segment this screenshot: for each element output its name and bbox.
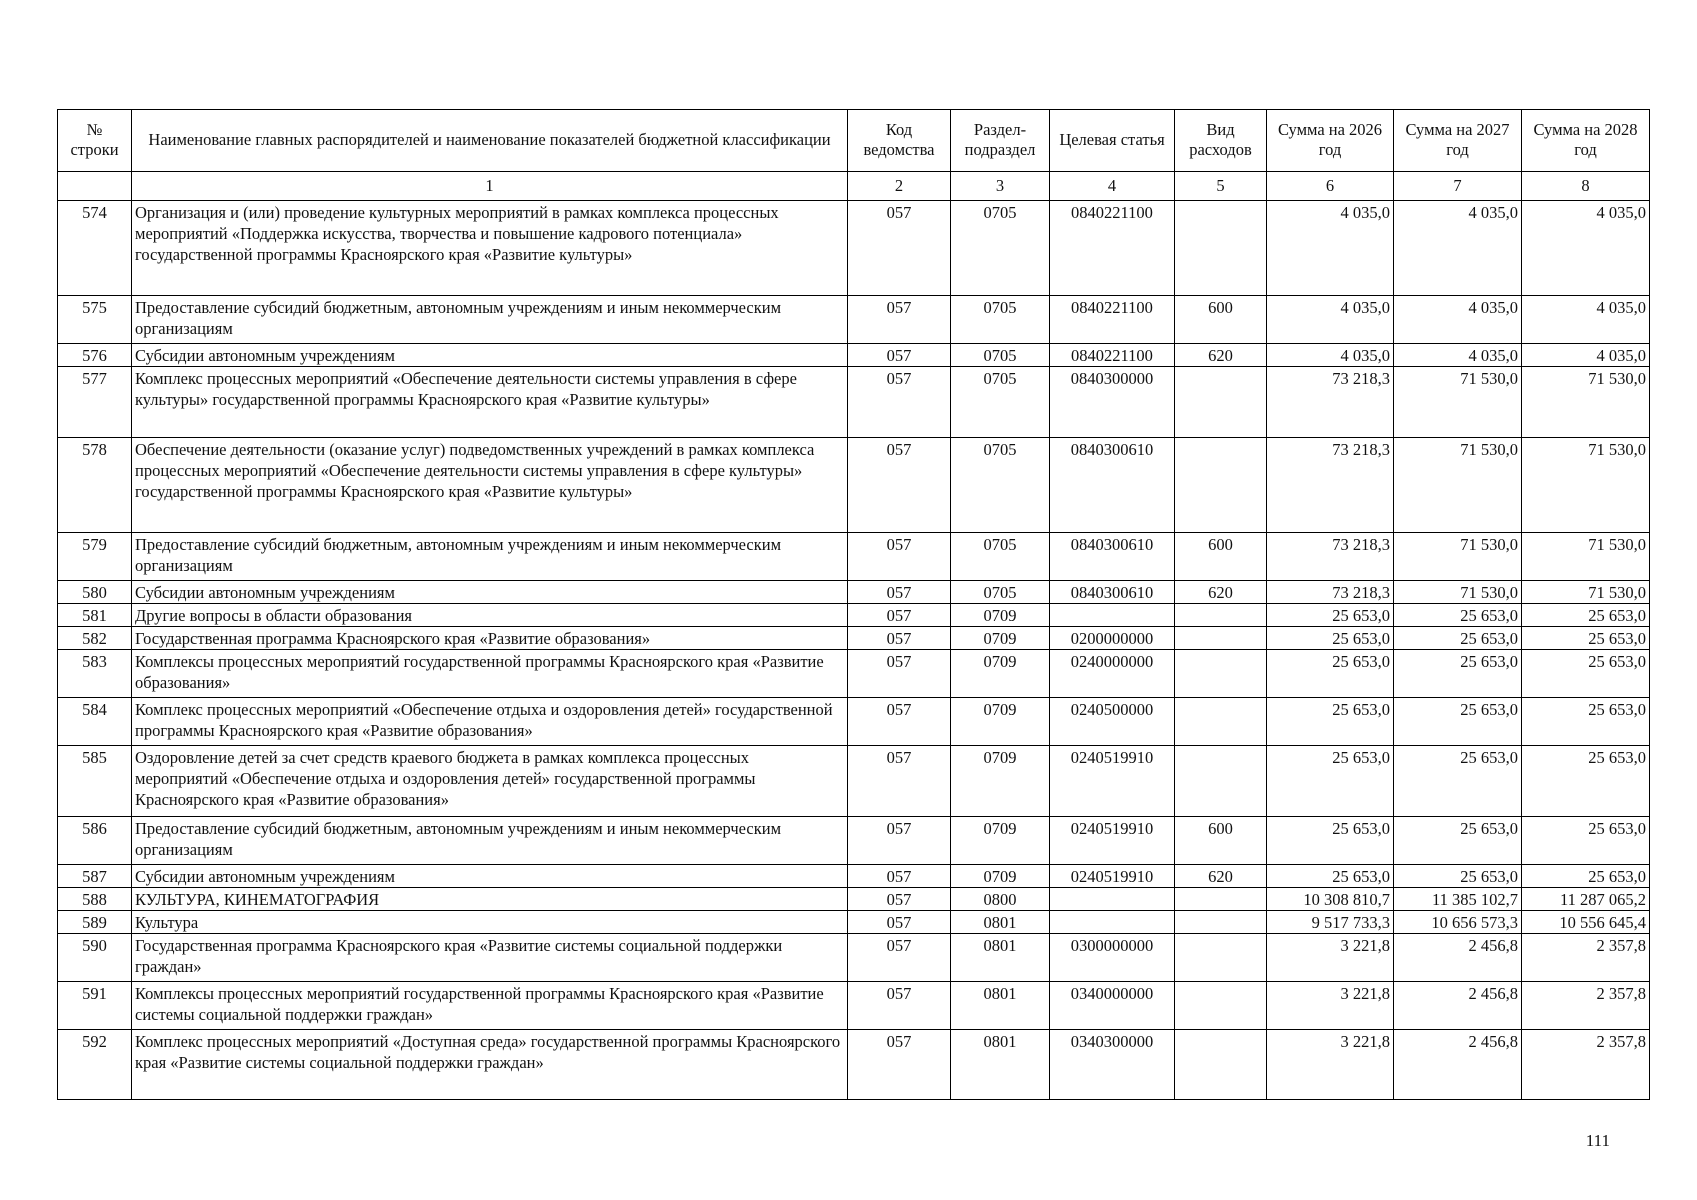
sum-2027-cell: 11 385 102,7 (1394, 888, 1522, 911)
expense-type-cell (1175, 627, 1267, 650)
target-article-cell: 0840221100 (1050, 296, 1175, 344)
sum-2026-cell: 25 653,0 (1267, 604, 1394, 627)
expense-type-cell (1175, 201, 1267, 296)
section-cell: 0709 (951, 817, 1050, 865)
target-article-cell: 0300000000 (1050, 934, 1175, 982)
column-number-cell (58, 172, 132, 201)
section-cell: 0705 (951, 533, 1050, 581)
sum-2027-cell: 2 456,8 (1394, 1030, 1522, 1100)
sum-2027-cell: 71 530,0 (1394, 438, 1522, 533)
sum-2028-cell: 25 653,0 (1522, 650, 1650, 698)
expense-type-cell (1175, 604, 1267, 627)
row-name-cell: Предоставление субсидий бюджетным, автономным учреждениям и иным некоммерческим организациям (132, 817, 848, 865)
table-row (58, 367, 1650, 438)
row-name-cell: Предоставление субсидий бюджетным, автономным учреждениям и иным некоммерческим организациям (132, 296, 848, 344)
row-number-cell: 575 (58, 296, 132, 344)
table-row (58, 911, 1650, 934)
department-code-cell: 057 (848, 817, 951, 865)
department-code-cell: 057 (848, 438, 951, 533)
table-row (58, 438, 1650, 533)
department-code-cell: 057 (848, 367, 951, 438)
department-code-cell: 057 (848, 888, 951, 911)
sum-2026-cell: 3 221,8 (1267, 982, 1394, 1030)
department-code-cell: 057 (848, 650, 951, 698)
row-name-cell: Субсидии автономным учреждениям (132, 344, 848, 367)
sum-2028-cell: 71 530,0 (1522, 533, 1650, 581)
row-number-cell: 583 (58, 650, 132, 698)
sum-2028-cell: 25 653,0 (1522, 604, 1650, 627)
department-code-cell: 057 (848, 934, 951, 982)
row-number-cell: 585 (58, 746, 132, 817)
row-number-cell: 592 (58, 1030, 132, 1100)
sum-2027-cell: 2 456,8 (1394, 934, 1522, 982)
row-number-cell: 582 (58, 627, 132, 650)
sum-2027-cell: 25 653,0 (1394, 746, 1522, 817)
target-article-cell: 0240519910 (1050, 746, 1175, 817)
department-code-cell: 057 (848, 344, 951, 367)
section-cell: 0709 (951, 746, 1050, 817)
expense-type-cell: 620 (1175, 865, 1267, 888)
sum-2026-cell: 25 653,0 (1267, 627, 1394, 650)
column-number-cell: 8 (1522, 172, 1650, 201)
sum-2026-cell: 25 653,0 (1267, 746, 1394, 817)
sum-2028-cell: 2 357,8 (1522, 982, 1650, 1030)
sum-2027-cell: 25 653,0 (1394, 865, 1522, 888)
table-row (58, 888, 1650, 911)
expense-type-cell (1175, 698, 1267, 746)
sum-2026-cell: 4 035,0 (1267, 344, 1394, 367)
department-code-cell: 057 (848, 533, 951, 581)
sum-2026-cell: 25 653,0 (1267, 817, 1394, 865)
section-cell: 0709 (951, 698, 1050, 746)
section-cell: 0709 (951, 627, 1050, 650)
sum-2027-cell: 25 653,0 (1394, 650, 1522, 698)
table-row (58, 201, 1650, 296)
row-name-cell: Комплексы процессных мероприятий государственной программы Красноярского края «Развитие системы социальной поддержки граждан» (132, 982, 848, 1030)
row-number-cell: 590 (58, 934, 132, 982)
header-sum-2028: Сумма на 2028 год (1522, 110, 1650, 172)
target-article-cell: 0200000000 (1050, 627, 1175, 650)
row-name-cell: Субсидии автономным учреждениям (132, 865, 848, 888)
column-number-cell: 2 (848, 172, 951, 201)
expense-type-cell (1175, 650, 1267, 698)
sum-2028-cell: 71 530,0 (1522, 581, 1650, 604)
expense-type-cell (1175, 888, 1267, 911)
row-number-cell: 588 (58, 888, 132, 911)
target-article-cell: 0840300610 (1050, 581, 1175, 604)
header-expense-type: Вид расходов (1175, 110, 1267, 172)
table-row (58, 865, 1650, 888)
target-article-cell: 0340300000 (1050, 1030, 1175, 1100)
sum-2026-cell: 73 218,3 (1267, 367, 1394, 438)
row-name-cell: Оздоровление детей за счет средств краевого бюджета в рамках комплекса процессных мероприятий «Обеспечение отдыха и оздоровления детей» государственной программы Красноярского края «Развитие образования» (132, 746, 848, 817)
header-name: Наименование главных распорядителей и наименование показателей бюджетной классификации (132, 110, 848, 172)
sum-2026-cell: 4 035,0 (1267, 201, 1394, 296)
target-article-cell (1050, 888, 1175, 911)
row-name-cell: Государственная программа Красноярского края «Развитие образования» (132, 627, 848, 650)
expense-type-cell (1175, 982, 1267, 1030)
target-article-cell: 0240000000 (1050, 650, 1175, 698)
section-cell: 0705 (951, 344, 1050, 367)
table-row (58, 627, 1650, 650)
sum-2028-cell: 2 357,8 (1522, 934, 1650, 982)
department-code-cell: 057 (848, 1030, 951, 1100)
table-row (58, 698, 1650, 746)
header-row-number: № строки (58, 110, 132, 172)
sum-2028-cell: 25 653,0 (1522, 817, 1650, 865)
target-article-cell: 0840221100 (1050, 344, 1175, 367)
sum-2028-cell: 4 035,0 (1522, 201, 1650, 296)
sum-2028-cell: 11 287 065,2 (1522, 888, 1650, 911)
department-code-cell: 057 (848, 296, 951, 344)
table-row (58, 746, 1650, 817)
sum-2027-cell: 71 530,0 (1394, 581, 1522, 604)
row-name-cell: Культура (132, 911, 848, 934)
row-name-cell: Комплекс процессных мероприятий «Доступная среда» государственной программы Красноярского края «Развитие системы социальной поддержки граждан» (132, 1030, 848, 1100)
department-code-cell: 057 (848, 698, 951, 746)
section-cell: 0705 (951, 201, 1050, 296)
row-number-cell: 591 (58, 982, 132, 1030)
sum-2026-cell: 25 653,0 (1267, 650, 1394, 698)
section-cell: 0800 (951, 888, 1050, 911)
department-code-cell: 057 (848, 982, 951, 1030)
section-cell: 0801 (951, 911, 1050, 934)
row-name-cell: Организация и (или) проведение культурных мероприятий в рамках комплекса процессных мероприятий «Поддержка искусства, творчества и повышение кадрового потенциала» государственной программы Красноярского края «Развитие культуры» (132, 201, 848, 296)
section-cell: 0801 (951, 934, 1050, 982)
row-name-cell: Субсидии автономным учреждениям (132, 581, 848, 604)
row-name-cell: Комплексы процессных мероприятий государственной программы Красноярского края «Развитие образования» (132, 650, 848, 698)
target-article-cell: 0240500000 (1050, 698, 1175, 746)
department-code-cell: 057 (848, 604, 951, 627)
sum-2027-cell: 2 456,8 (1394, 982, 1522, 1030)
column-number-cell: 3 (951, 172, 1050, 201)
sum-2026-cell: 73 218,3 (1267, 581, 1394, 604)
sum-2027-cell: 10 656 573,3 (1394, 911, 1522, 934)
header-target-article: Целевая статья (1050, 110, 1175, 172)
sum-2027-cell: 25 653,0 (1394, 817, 1522, 865)
sum-2026-cell: 9 517 733,3 (1267, 911, 1394, 934)
sum-2028-cell: 10 556 645,4 (1522, 911, 1650, 934)
header-department-code: Код ведомства (848, 110, 951, 172)
expense-type-cell (1175, 934, 1267, 982)
column-number-cell: 5 (1175, 172, 1267, 201)
row-number-cell: 576 (58, 344, 132, 367)
column-number-cell: 4 (1050, 172, 1175, 201)
section-cell: 0709 (951, 604, 1050, 627)
row-name-cell: КУЛЬТУРА, КИНЕМАТОГРАФИЯ (132, 888, 848, 911)
sum-2028-cell: 2 357,8 (1522, 1030, 1650, 1100)
section-cell: 0705 (951, 438, 1050, 533)
sum-2026-cell: 4 035,0 (1267, 296, 1394, 344)
row-number-cell: 587 (58, 865, 132, 888)
expense-type-cell: 620 (1175, 344, 1267, 367)
sum-2028-cell: 25 653,0 (1522, 865, 1650, 888)
target-article-cell: 0240519910 (1050, 865, 1175, 888)
sum-2026-cell: 73 218,3 (1267, 438, 1394, 533)
section-cell: 0705 (951, 296, 1050, 344)
sum-2028-cell: 25 653,0 (1522, 627, 1650, 650)
department-code-cell: 057 (848, 627, 951, 650)
section-cell: 0705 (951, 581, 1050, 604)
expense-type-cell (1175, 367, 1267, 438)
header-row (58, 110, 1650, 172)
section-cell: 0709 (951, 650, 1050, 698)
row-name-cell: Комплекс процессных мероприятий «Обеспечение деятельности системы управления в сфере культуры» государственной программы Красноярского края «Развитие культуры» (132, 367, 848, 438)
expense-type-cell: 600 (1175, 533, 1267, 581)
department-code-cell: 057 (848, 746, 951, 817)
row-number-cell: 577 (58, 367, 132, 438)
expense-type-cell (1175, 1030, 1267, 1100)
table-row (58, 817, 1650, 865)
table-row (58, 533, 1650, 581)
table-row (58, 982, 1650, 1030)
sum-2026-cell: 3 221,8 (1267, 1030, 1394, 1100)
sum-2027-cell: 71 530,0 (1394, 533, 1522, 581)
department-code-cell: 057 (848, 865, 951, 888)
expense-type-cell (1175, 911, 1267, 934)
row-number-cell: 574 (58, 201, 132, 296)
target-article-cell: 0840300610 (1050, 533, 1175, 581)
page-number: 111 (1585, 1131, 1610, 1150)
target-article-cell: 0840300000 (1050, 367, 1175, 438)
target-article-cell: 0840221100 (1050, 201, 1175, 296)
sum-2026-cell: 25 653,0 (1267, 698, 1394, 746)
department-code-cell: 057 (848, 201, 951, 296)
expense-type-cell (1175, 746, 1267, 817)
sum-2027-cell: 4 035,0 (1394, 296, 1522, 344)
header-sum-2027: Сумма на 2027 год (1394, 110, 1522, 172)
section-cell: 0801 (951, 1030, 1050, 1100)
expense-type-cell: 600 (1175, 296, 1267, 344)
section-cell: 0801 (951, 982, 1050, 1030)
header-sum-2026: Сумма на 2026 год (1267, 110, 1394, 172)
row-name-cell: Другие вопросы в области образования (132, 604, 848, 627)
expense-type-cell: 600 (1175, 817, 1267, 865)
column-number-cell: 7 (1394, 172, 1522, 201)
column-number-cell: 6 (1267, 172, 1394, 201)
target-article-cell: 0240519910 (1050, 817, 1175, 865)
expense-type-cell (1175, 438, 1267, 533)
sum-2027-cell: 25 653,0 (1394, 698, 1522, 746)
sum-2028-cell: 71 530,0 (1522, 367, 1650, 438)
sum-2027-cell: 71 530,0 (1394, 367, 1522, 438)
budget-table (57, 109, 1650, 1100)
department-code-cell: 057 (848, 581, 951, 604)
section-cell: 0709 (951, 865, 1050, 888)
row-number-cell: 579 (58, 533, 132, 581)
table-row (58, 604, 1650, 627)
table-row (58, 650, 1650, 698)
sum-2028-cell: 25 653,0 (1522, 746, 1650, 817)
table-row (58, 344, 1650, 367)
sum-2026-cell: 3 221,8 (1267, 934, 1394, 982)
row-number-cell: 586 (58, 817, 132, 865)
row-number-cell: 580 (58, 581, 132, 604)
sum-2026-cell: 10 308 810,7 (1267, 888, 1394, 911)
sum-2028-cell: 4 035,0 (1522, 344, 1650, 367)
row-number-cell: 589 (58, 911, 132, 934)
sum-2026-cell: 73 218,3 (1267, 533, 1394, 581)
table-row (58, 296, 1650, 344)
row-name-cell: Предоставление субсидий бюджетным, автономным учреждениям и иным некоммерческим организациям (132, 533, 848, 581)
department-code-cell: 057 (848, 911, 951, 934)
target-article-cell (1050, 604, 1175, 627)
sum-2027-cell: 25 653,0 (1394, 627, 1522, 650)
row-name-cell: Государственная программа Красноярского края «Развитие системы социальной поддержки граждан» (132, 934, 848, 982)
target-article-cell: 0840300610 (1050, 438, 1175, 533)
row-number-cell: 584 (58, 698, 132, 746)
sum-2027-cell: 25 653,0 (1394, 604, 1522, 627)
row-name-cell: Комплекс процессных мероприятий «Обеспечение отдыха и оздоровления детей» государственной программы Красноярского края «Развитие образования» (132, 698, 848, 746)
target-article-cell (1050, 911, 1175, 934)
table-row (58, 1030, 1650, 1100)
header-section: Раздел-подраздел (951, 110, 1050, 172)
sum-2028-cell: 25 653,0 (1522, 698, 1650, 746)
row-name-cell: Обеспечение деятельности (оказание услуг) подведомственных учреждений в рамках комплекса процессных мероприятий «Обеспечение деятельности системы управления в сфере культуры» государственной программы Красноярского края «Развитие культуры» (132, 438, 848, 533)
column-number-row (58, 172, 1650, 201)
row-number-cell: 578 (58, 438, 132, 533)
row-number-cell: 581 (58, 604, 132, 627)
sum-2026-cell: 25 653,0 (1267, 865, 1394, 888)
target-article-cell: 0340000000 (1050, 982, 1175, 1030)
sum-2027-cell: 4 035,0 (1394, 201, 1522, 296)
expense-type-cell: 620 (1175, 581, 1267, 604)
section-cell: 0705 (951, 367, 1050, 438)
table-row (58, 581, 1650, 604)
table-row (58, 934, 1650, 982)
column-number-cell: 1 (132, 172, 848, 201)
sum-2028-cell: 71 530,0 (1522, 438, 1650, 533)
sum-2028-cell: 4 035,0 (1522, 296, 1650, 344)
sum-2027-cell: 4 035,0 (1394, 344, 1522, 367)
